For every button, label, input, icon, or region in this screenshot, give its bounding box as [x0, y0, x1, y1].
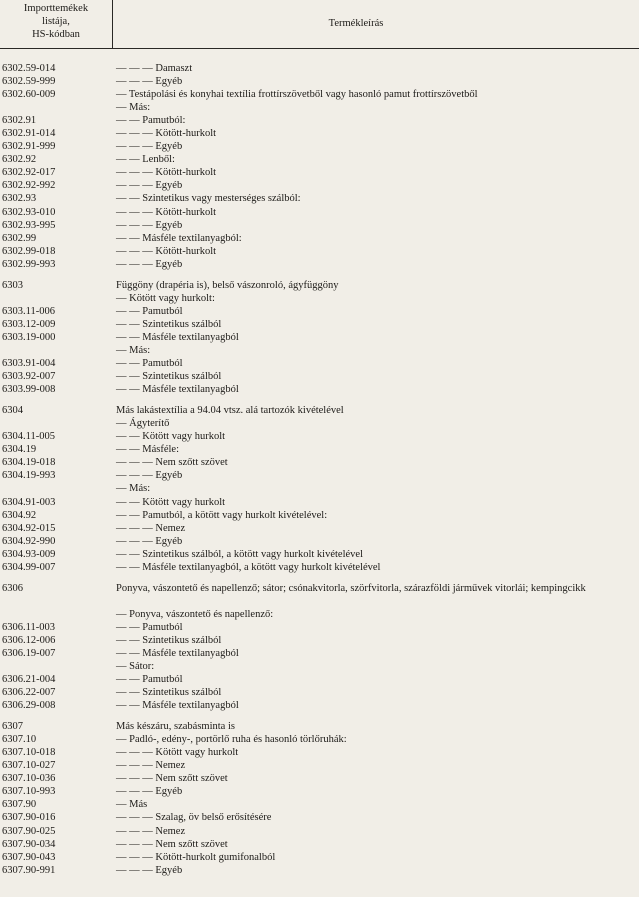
hs-code: 6302.99 — [2, 232, 37, 244]
hs-code: 6302.91-999 — [2, 141, 56, 153]
product-description: — — — Damaszt — [116, 63, 193, 74]
hs-code: 6304.11-005 — [2, 431, 55, 443]
table-row — [0, 582, 639, 608]
table-row — [0, 720, 639, 733]
header-line: HS-kódban — [32, 29, 80, 40]
table-row — [0, 258, 639, 271]
table-row — [0, 357, 639, 370]
table-row — [0, 798, 639, 811]
hs-code: 6303.19-000 — [2, 331, 56, 343]
table-row — [0, 608, 639, 621]
hs-code: 6306.19-007 — [2, 647, 56, 659]
hs-code: 6304.19-018 — [2, 457, 56, 469]
table-row — [0, 279, 639, 292]
table-row — [0, 318, 639, 331]
product-description: — — Lenből: — [116, 154, 175, 166]
hs-code: 6307.10 — [2, 734, 37, 746]
hs-code: 6302.93-995 — [2, 219, 56, 231]
table-row — [0, 851, 639, 864]
hs-code: 6303.99-008 — [2, 384, 56, 396]
hs-code: 6302.60-009 — [2, 89, 56, 101]
table-row — [0, 443, 639, 456]
table-row — [0, 344, 639, 357]
hs-code: 6306.22-007 — [2, 687, 56, 699]
hs-code: 6303.12-009 — [2, 318, 56, 330]
product-description: — — — Egyéb — [116, 535, 183, 547]
table-row — [0, 509, 639, 522]
hs-code: 6307.10-993 — [2, 786, 56, 798]
table-row — [0, 430, 639, 443]
table-row — [0, 673, 639, 686]
table-row — [0, 62, 639, 75]
table-row — [0, 772, 639, 785]
table-row — [0, 292, 639, 305]
product-description: — Padló-, edény-, portörlő ruha és hasonló törlőruhák: — [116, 734, 347, 746]
product-description: — — Szintetikus vagy mesterséges szálból: — [116, 193, 301, 205]
product-description: — Más: — [116, 102, 151, 114]
product-description: — Más: — [116, 344, 151, 356]
product-description: — — — Nemez — [116, 760, 186, 772]
product-description: — — Pamutból — [116, 358, 183, 370]
hs-code: 6302.99-993 — [2, 258, 56, 270]
product-description: — Más: — [116, 483, 151, 495]
table-row — [0, 206, 639, 219]
product-description: — Kötött vagy hurkolt: — [116, 292, 215, 304]
hs-code: 6307.90-991 — [2, 864, 56, 876]
table-row — [0, 153, 639, 166]
table-row — [0, 114, 639, 127]
hs-code: 6303.92-007 — [2, 371, 56, 383]
product-description: — — — Egyéb — [116, 76, 183, 88]
hs-code: 6304.93-009 — [2, 548, 56, 560]
header-hs-code-column — [0, 2, 112, 41]
table-row — [0, 101, 639, 114]
product-description: — — Másféle: — [116, 444, 179, 456]
product-description: — — — Egyéb — [116, 470, 183, 482]
hs-code: 6307.10-018 — [2, 747, 56, 759]
product-description: — — — Kötött vagy hurkolt — [116, 747, 239, 759]
header-line: Importtemékek — [23, 3, 89, 14]
hs-code: 6306 — [2, 582, 23, 594]
table-row — [0, 759, 639, 772]
hs-code: 6304.19 — [2, 444, 37, 456]
table-body — [0, 62, 639, 877]
table-row — [0, 634, 639, 647]
table-row — [0, 561, 639, 574]
table-row — [0, 838, 639, 851]
product-description: — — — Kötött-hurkolt gumifonalból — [116, 851, 276, 863]
product-description: — — Szintetikus szálból — [116, 687, 222, 699]
product-description: — — — Kötött-hurkolt — [116, 206, 217, 218]
hs-code: 6302.91-014 — [2, 128, 56, 140]
table-row — [0, 733, 639, 746]
table-row — [0, 245, 639, 258]
product-description: — — Másféle textilanyagból — [116, 700, 239, 712]
product-description: Más készáru, szabásminta is — [116, 721, 235, 733]
product-description: — — — Egyéb — [116, 786, 183, 798]
hs-code: 6303 — [2, 279, 23, 291]
product-description: — — Pamutból — [116, 674, 183, 686]
hs-code: 6302.93 — [2, 193, 37, 205]
product-description: — — — Egyéb — [116, 141, 183, 153]
hs-code: 6307.90-043 — [2, 851, 56, 863]
hs-code: 6304.92-015 — [2, 522, 56, 534]
product-description: — — — Nemez — [116, 522, 186, 534]
product-description: — — Kötött vagy hurkolt — [116, 431, 226, 443]
product-description: — Ponyva, vászontető és napellenző: — [116, 608, 274, 620]
hs-code: 6306.11-003 — [2, 621, 55, 633]
table-row — [0, 746, 639, 759]
hs-code: 6304.92 — [2, 509, 37, 521]
product-description: Függöny (drapéria is), belső vászonroló, ágyfüggöny — [116, 279, 339, 291]
product-description: — — Kötött vagy hurkolt — [116, 496, 226, 508]
product-description: — — Szintetikus szálból — [116, 318, 222, 330]
product-description: — — Szintetikus szálból, a kötött vagy hurkolt kivételével — [116, 548, 363, 560]
hs-code: 6304 — [2, 405, 23, 417]
hs-code: 6307.10-027 — [2, 760, 56, 772]
product-description: — — Pamutból, a kötött vagy hurkolt kivételével: — [116, 509, 328, 521]
product-description: — — — Nem szőtt szövet — [116, 457, 228, 469]
table-row — [0, 647, 639, 660]
table-row — [0, 456, 639, 469]
hs-code: 6302.92-017 — [2, 167, 56, 179]
product-description: — — Másféle textilanyagból — [116, 647, 239, 659]
hs-code: 6302.59-999 — [2, 76, 56, 88]
hs-code: 6307 — [2, 721, 23, 733]
product-description: — — — Kötött-hurkolt — [116, 128, 217, 140]
product-description: — — — Nem szőtt szövet — [116, 838, 228, 850]
product-description: — — Szintetikus szálból — [116, 371, 222, 383]
hs-code: 6302.59-014 — [2, 63, 56, 74]
table-row — [0, 219, 639, 232]
table-row — [0, 785, 639, 798]
table-row — [0, 75, 639, 88]
product-description: — Testápolási és konyhai textília frottírszövetből vagy hasonló pamut frottírszövetből — [116, 89, 478, 101]
table-row — [0, 370, 639, 383]
hs-code: 6303.91-004 — [2, 358, 56, 370]
table-row — [0, 469, 639, 482]
hs-code: 6307.90-025 — [2, 825, 56, 837]
hs-code: 6307.90-034 — [2, 838, 56, 850]
product-description: — — Másféle textilanyagból — [116, 384, 239, 396]
table-row — [0, 127, 639, 140]
product-description: — — — Kötött-hurkolt — [116, 167, 217, 179]
table-row — [0, 383, 639, 396]
product-description: — Sátor: — [116, 660, 155, 672]
product-description: — — — Nemez — [116, 825, 186, 837]
hs-code: 6306.29-008 — [2, 700, 56, 712]
product-description: Más lakástextília a 94.04 vtsz. alá tartozók kivételével — [116, 405, 344, 417]
table-row — [0, 535, 639, 548]
table-row — [0, 660, 639, 673]
hs-code: 6302.92-992 — [2, 180, 56, 192]
table-row — [0, 166, 639, 179]
product-description: — — Másféle textilanyagból, a kötött vagy hurkolt kivételével — [116, 561, 381, 573]
product-description: Ponyva, vászontető és napellenző; sátor; csónakvitorla, szörfvitorla, szárazföldi járművek vitorlái; kempingcikk — [116, 582, 586, 594]
table-row — [0, 699, 639, 712]
hs-code: 6302.92 — [2, 154, 37, 166]
header-line: listája, — [42, 16, 70, 27]
table-row — [0, 686, 639, 699]
hs-code: 6302.99-018 — [2, 245, 56, 257]
table-row — [0, 232, 639, 245]
hs-code: 6307.10-036 — [2, 773, 56, 785]
table-row — [0, 548, 639, 561]
product-description: — Más — [116, 799, 148, 811]
hs-code: 6307.90 — [2, 799, 37, 811]
table-row — [0, 179, 639, 192]
product-description: — Ágyterítő — [116, 418, 170, 430]
table-row — [0, 140, 639, 153]
table-row — [0, 331, 639, 344]
product-description: — — — Egyéb — [116, 180, 183, 192]
table-row — [0, 404, 639, 417]
table-row — [0, 825, 639, 838]
product-description: — — Szintetikus szálból — [116, 634, 222, 646]
product-description: — — Pamutból: — [116, 115, 186, 127]
header-description-column: Termékleírás — [328, 18, 384, 29]
product-description: — — — Szalag, öv belső erősítésére — [116, 812, 272, 824]
table-row — [0, 864, 639, 877]
hs-code: 6304.91-003 — [2, 496, 56, 508]
product-description: — — — Egyéb — [116, 219, 183, 231]
product-description: — — Pamutból — [116, 621, 183, 633]
hs-code: 6303.11-006 — [2, 305, 55, 317]
product-description: — — Pamutból — [116, 305, 183, 317]
table-header — [0, 0, 639, 49]
product-description: — — — Egyéb — [116, 258, 183, 270]
hs-code: 6302.93-010 — [2, 206, 56, 218]
table-row — [0, 305, 639, 318]
hs-code: 6307.90-016 — [2, 812, 56, 824]
table-row — [0, 811, 639, 824]
product-description: — — — Nem szőtt szövet — [116, 773, 228, 785]
table-row — [0, 88, 639, 101]
product-description: — — — Egyéb — [116, 864, 183, 876]
table-row — [0, 496, 639, 509]
hs-code: 6304.19-993 — [2, 470, 56, 482]
table-row — [0, 482, 639, 495]
product-description: — — Másféle textilanyagból — [116, 331, 239, 343]
table-row — [0, 192, 639, 205]
table-row — [0, 522, 639, 535]
hs-code: 6304.99-007 — [2, 561, 56, 573]
hs-code: 6304.92-990 — [2, 535, 56, 547]
table-row — [0, 417, 639, 430]
product-description: — — — Kötött-hurkolt — [116, 245, 217, 257]
hs-code: 6302.91 — [2, 115, 37, 127]
product-description: — — Másféle textilanyagból: — [116, 232, 242, 244]
hs-code: 6306.21-004 — [2, 674, 56, 686]
table-row — [0, 621, 639, 634]
hs-code: 6306.12-006 — [2, 634, 56, 646]
